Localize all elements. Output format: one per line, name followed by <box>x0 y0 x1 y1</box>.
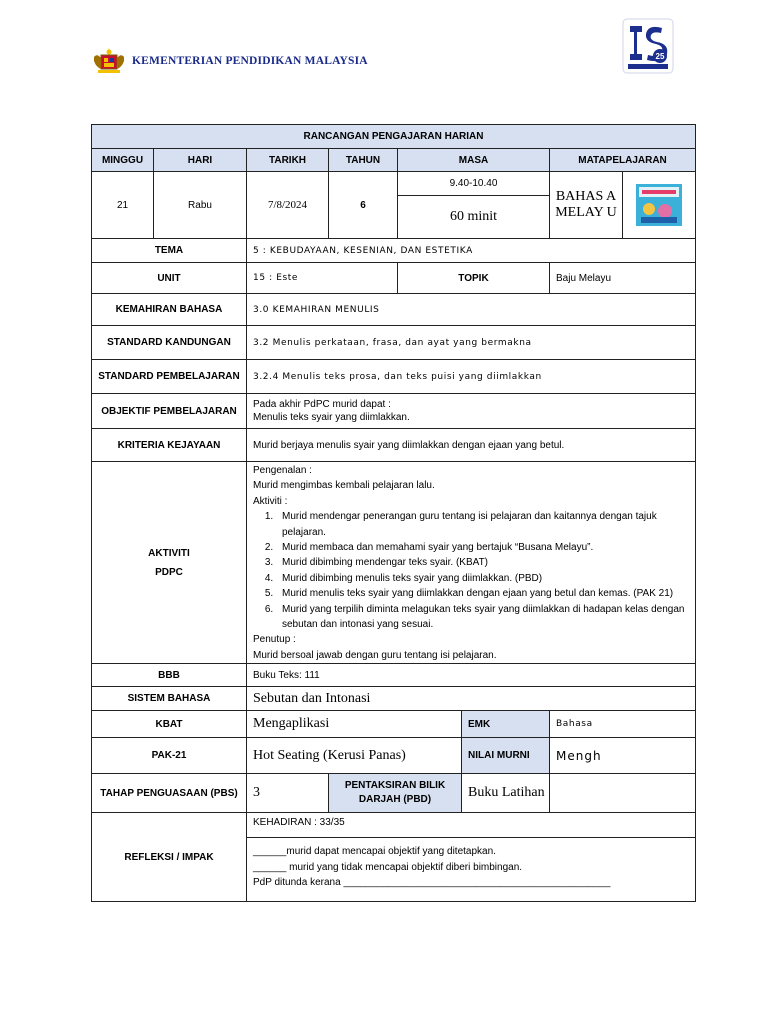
pak21-value: Hot Seating (Kerusi Panas) <box>247 738 462 774</box>
textbook-cover-icon <box>635 183 683 227</box>
list-item: 3. Murid dibimbing mendengar teks syair. (KBAT) <box>276 555 689 570</box>
kehadiran-value: KEHADIRAN : 33/35 <box>247 813 696 838</box>
bbb-value: Buku Teks: 111 <box>247 664 696 687</box>
page-header <box>92 46 368 76</box>
svg-text:25: 25 <box>655 52 665 61</box>
tahap-penguasaan-value: 3 <box>247 774 329 813</box>
pbd-extra <box>550 774 696 813</box>
kbat-value: Mengaplikasi <box>247 711 462 738</box>
aktiviti-content <box>247 462 696 664</box>
table-title: RANCANGAN PENGAJARAN HARIAN <box>92 125 696 149</box>
objektif-line-1: Pada akhir PdPC murid dapat : <box>253 399 391 410</box>
emk-label: EMK <box>462 711 550 738</box>
standard-kandungan-value: 3.2 Menulis perkataan, frasa, dan ayat yang bermakna <box>247 326 696 360</box>
unit-value: 15 : Este <box>247 263 398 294</box>
kemahiran-label: KEMAHIRAN BAHASA <box>92 294 247 326</box>
textbook-thumbnail <box>623 172 696 239</box>
refleksi-label: REFLEKSI / IMPAK <box>92 813 247 902</box>
header-hari: HARI <box>154 149 247 172</box>
sistem-bahasa-label: SISTEM BAHASA <box>92 687 247 711</box>
objektif-line-2: Menulis teks syair yang diimlakkan. <box>253 412 410 423</box>
header-minggu: MINGGU <box>92 149 154 172</box>
kriteria-value: Murid berjaya menulis syair yang diimlakkan dengan ejaan yang betul. <box>247 429 696 462</box>
pengenalan-label: Pengenalan : <box>253 465 312 476</box>
pengenalan-text: Murid mengimbas kembali pelajaran lalu. <box>253 480 435 492</box>
tahap-penguasaan-label: TAHAP PENGUASAAN (PBS) <box>92 774 247 813</box>
tema-value: 5 : KEBUDAYAAN, KESENIAN, DAN ESTETIKA <box>247 239 696 263</box>
malaysia-crest-icon <box>92 47 126 75</box>
aktiviti-label <box>92 462 247 664</box>
kbat-label: KBAT <box>92 711 247 738</box>
refleksi-line-3: PdP ditunda kerana ________________________________________________ <box>253 877 611 889</box>
hari-value: Rabu <box>154 172 247 239</box>
kriteria-label: KRITERIA KEJAYAAN <box>92 429 247 462</box>
nilai-murni-label: NILAI MURNI <box>462 738 550 774</box>
lesson-plan-table <box>91 124 696 902</box>
pak21-label: PAK-21 <box>92 738 247 774</box>
kemahiran-value: 3.0 KEMAHIRAN MENULIS <box>247 294 696 326</box>
header-tarikh: TARIKH <box>247 149 329 172</box>
list-item: 5. Murid menulis teks syair yang diimlakkan dengan ejaan yang betul dan kemas. (PAK 21) <box>276 586 689 601</box>
aktiviti-heading: Aktiviti : <box>253 495 288 507</box>
header-matapelajaran: MATAPELAJARAN <box>550 149 696 172</box>
standard-pembelajaran-label: STANDARD PEMBELAJARAN <box>92 360 247 394</box>
header-tahun: TAHUN <box>329 149 398 172</box>
list-item: 1. Murid mendengar penerangan guru tentang isi pelajaran dan kaitannya dengan tajuk pelajaran. <box>276 509 689 540</box>
list-item: 4. Murid dibimbing menulis teks syair yang diimlakkan. (PBD) <box>276 571 689 586</box>
sistem-bahasa-value: Sebutan dan Intonasi <box>247 687 696 711</box>
standard-pembelajaran-value: 3.2.4 Menulis teks prosa, dan teks puisi yang diimlakkan <box>247 360 696 394</box>
tema-label: TEMA <box>92 239 247 263</box>
anniversary-logo-icon <box>622 18 674 74</box>
penutup-text: Murid bersoal jawab dengan guru tentang isi pelajaran. <box>253 649 497 661</box>
refleksi-line-1: ______murid dapat mencapai objektif yang ditetapkan. <box>253 846 496 858</box>
masa-range: 9.40-10.40 <box>398 172 550 196</box>
minggu-value: 21 <box>92 172 154 239</box>
penutup-label: Penutup : <box>253 634 296 646</box>
list-item: 2. Murid membaca dan memahami syair yang bertajuk “Busana Melayu”. <box>276 540 689 555</box>
pbd-label: PENTAKSIRAN BILIK DARJAH (PBD) <box>329 774 462 813</box>
aktiviti-label-line-1: AKTIVITI <box>148 547 190 559</box>
masa-duration: 60 minit <box>398 196 550 239</box>
tahun-value: 6 <box>329 172 398 239</box>
topik-label: TOPIK <box>398 263 550 294</box>
pbd-value: Buku Latihan <box>462 774 550 813</box>
tarikh-value: 7/8/2024 <box>247 172 329 239</box>
matapelajaran-value: BAHAS A MELAY U <box>550 172 623 239</box>
header-masa: MASA <box>398 149 550 172</box>
emk-value: Bahasa <box>550 711 696 738</box>
objektif-label: OBJEKTIF PEMBELAJARAN <box>92 394 247 429</box>
topik-value: Baju Melayu <box>550 263 696 294</box>
objektif-value <box>247 394 696 429</box>
list-item: 6. Murid yang terpilih diminta melagukan teks syair yang diimlakkan di hadapan kelas dengan sebutan dan intonasi yang sesuai. <box>276 602 689 633</box>
bbb-label: BBB <box>92 664 247 687</box>
standard-kandungan-label: STANDARD KANDUNGAN <box>92 326 247 360</box>
refleksi-content <box>247 838 696 902</box>
aktiviti-list <box>253 509 689 632</box>
ministry-name: KEMENTERIAN PENDIDIKAN MALAYSIA <box>132 55 368 67</box>
nilai-murni-value: Mengh <box>550 738 696 774</box>
refleksi-line-2: ______ murid yang tidak mencapai objektif diberi bimbingan. <box>253 861 523 873</box>
aktiviti-label-line-2: PDPC <box>155 566 183 578</box>
unit-label: UNIT <box>92 263 247 294</box>
